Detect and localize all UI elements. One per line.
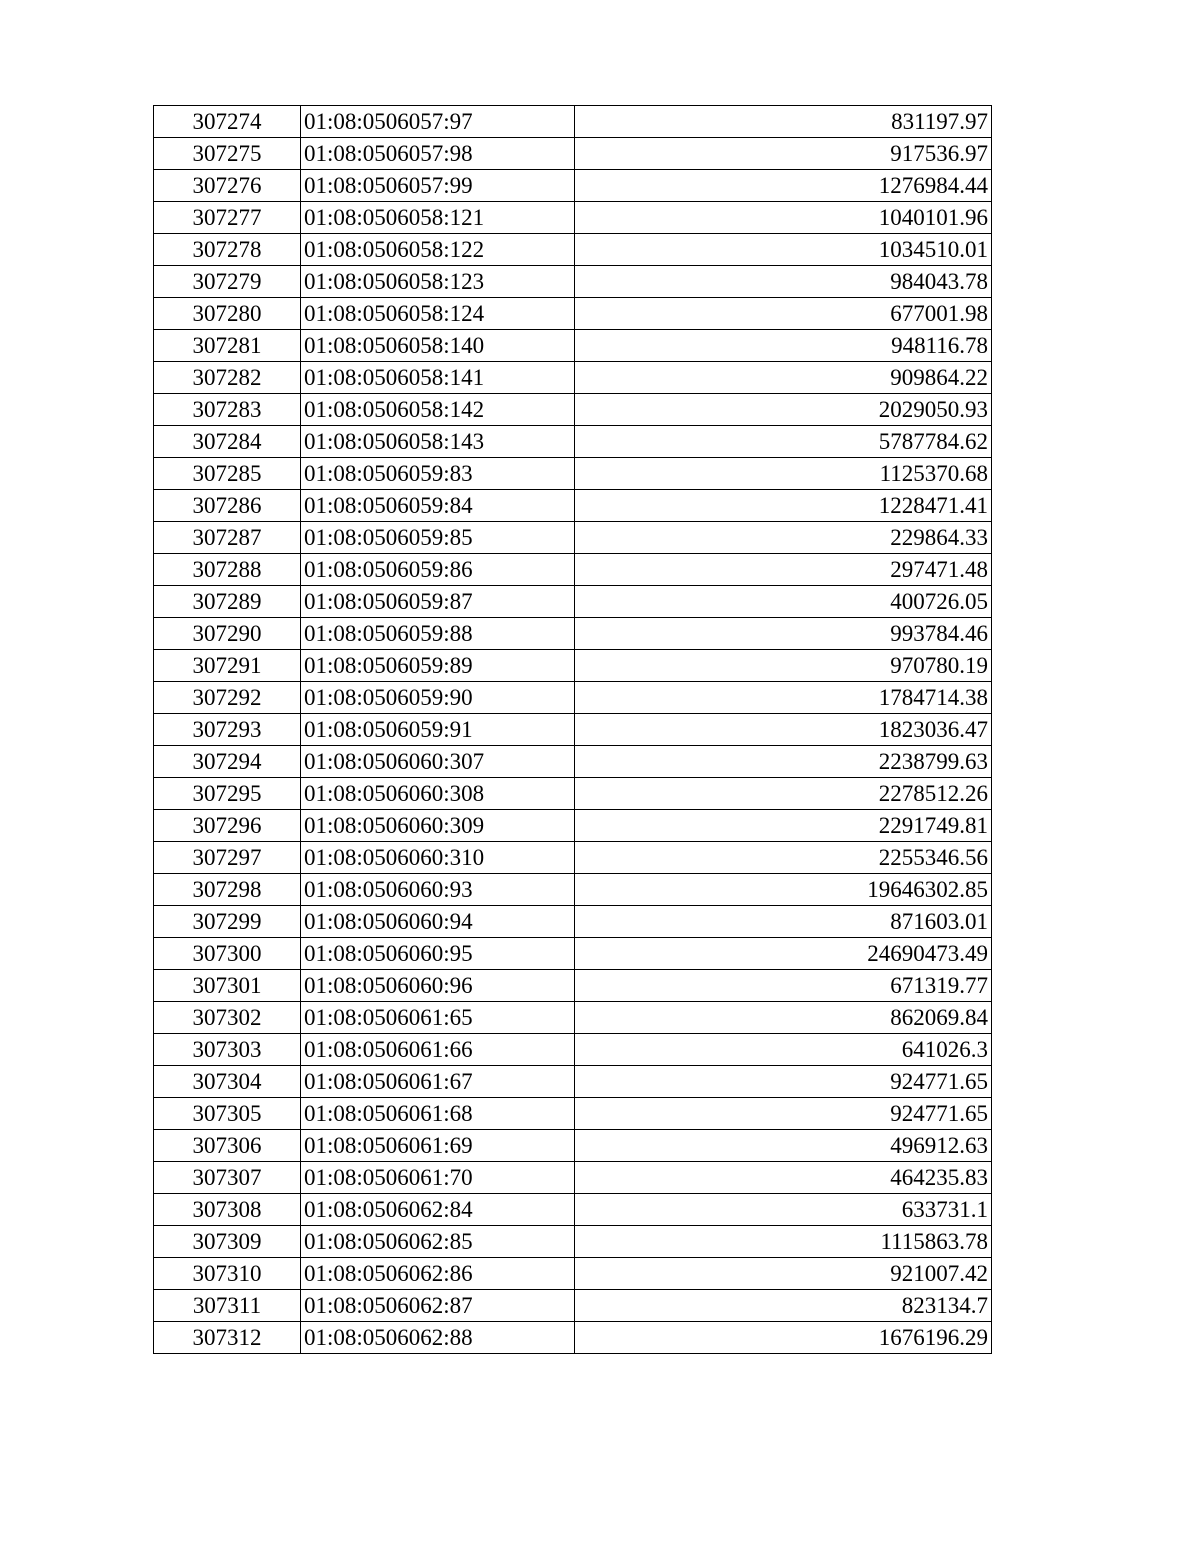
cadastral-number-cell: 01:08:0506058:141 [301, 362, 575, 394]
cadastral-number-cell: 01:08:0506058:122 [301, 234, 575, 266]
cadastral-number-cell: 01:08:0506060:307 [301, 746, 575, 778]
cadastral-number-cell: 01:08:0506057:98 [301, 138, 575, 170]
cadastral-number-cell: 01:08:0506058:143 [301, 426, 575, 458]
table-row [154, 970, 992, 1002]
table-row [154, 1034, 992, 1066]
table-row [154, 106, 992, 138]
cadastral-number-cell: 01:08:0506059:85 [301, 522, 575, 554]
row-number-cell: 307276 [154, 170, 301, 202]
value-cell: 1034510.01 [575, 234, 992, 266]
value-cell: 921007.42 [575, 1258, 992, 1290]
table-row [154, 618, 992, 650]
row-number-cell: 307295 [154, 778, 301, 810]
table-row [154, 426, 992, 458]
cadastral-number-cell: 01:08:0506058:123 [301, 266, 575, 298]
value-cell: 970780.19 [575, 650, 992, 682]
cadastral-number-cell: 01:08:0506059:90 [301, 682, 575, 714]
value-cell: 924771.65 [575, 1098, 992, 1130]
value-cell: 823134.7 [575, 1290, 992, 1322]
value-cell: 677001.98 [575, 298, 992, 330]
value-cell: 5787784.62 [575, 426, 992, 458]
cadastral-number-cell: 01:08:0506062:88 [301, 1322, 575, 1354]
table-row [154, 714, 992, 746]
cadastral-number-cell: 01:08:0506058:140 [301, 330, 575, 362]
table-row [154, 490, 992, 522]
table-row [154, 842, 992, 874]
table-row [154, 1258, 992, 1290]
cadastral-number-cell: 01:08:0506058:121 [301, 202, 575, 234]
row-number-cell: 307296 [154, 810, 301, 842]
row-number-cell: 307278 [154, 234, 301, 266]
row-number-cell: 307290 [154, 618, 301, 650]
table-row [154, 522, 992, 554]
row-number-cell: 307288 [154, 554, 301, 586]
table-row [154, 1194, 992, 1226]
row-number-cell: 307311 [154, 1290, 301, 1322]
value-cell: 1125370.68 [575, 458, 992, 490]
row-number-cell: 307307 [154, 1162, 301, 1194]
row-number-cell: 307282 [154, 362, 301, 394]
cadastral-number-cell: 01:08:0506060:309 [301, 810, 575, 842]
value-cell: 1676196.29 [575, 1322, 992, 1354]
value-cell: 1115863.78 [575, 1226, 992, 1258]
row-number-cell: 307310 [154, 1258, 301, 1290]
value-cell: 862069.84 [575, 1002, 992, 1034]
value-cell: 924771.65 [575, 1066, 992, 1098]
value-cell: 909864.22 [575, 362, 992, 394]
value-cell: 633731.1 [575, 1194, 992, 1226]
row-number-cell: 307300 [154, 938, 301, 970]
cadastral-number-cell: 01:08:0506060:93 [301, 874, 575, 906]
row-number-cell: 307289 [154, 586, 301, 618]
cadastral-number-cell: 01:08:0506060:310 [301, 842, 575, 874]
row-number-cell: 307305 [154, 1098, 301, 1130]
row-number-cell: 307298 [154, 874, 301, 906]
table-row [154, 1162, 992, 1194]
cadastral-number-cell: 01:08:0506059:84 [301, 490, 575, 522]
row-number-cell: 307274 [154, 106, 301, 138]
value-cell: 464235.83 [575, 1162, 992, 1194]
row-number-cell: 307285 [154, 458, 301, 490]
row-number-cell: 307294 [154, 746, 301, 778]
table-row [154, 1130, 992, 1162]
value-cell: 917536.97 [575, 138, 992, 170]
table-row [154, 458, 992, 490]
value-cell: 400726.05 [575, 586, 992, 618]
value-cell: 1276984.44 [575, 170, 992, 202]
table-row [154, 170, 992, 202]
table-row [154, 938, 992, 970]
cadastral-number-cell: 01:08:0506059:91 [301, 714, 575, 746]
cadastral-number-cell: 01:08:0506062:84 [301, 1194, 575, 1226]
cadastral-number-cell: 01:08:0506057:99 [301, 170, 575, 202]
cadastral-number-cell: 01:08:0506060:94 [301, 906, 575, 938]
row-number-cell: 307308 [154, 1194, 301, 1226]
value-cell: 496912.63 [575, 1130, 992, 1162]
row-number-cell: 307292 [154, 682, 301, 714]
cadastral-number-cell: 01:08:0506062:85 [301, 1226, 575, 1258]
row-number-cell: 307306 [154, 1130, 301, 1162]
value-cell: 831197.97 [575, 106, 992, 138]
row-number-cell: 307275 [154, 138, 301, 170]
cadastral-number-cell: 01:08:0506059:88 [301, 618, 575, 650]
table-row [154, 1002, 992, 1034]
table-row [154, 1226, 992, 1258]
table-row [154, 682, 992, 714]
table-row [154, 266, 992, 298]
row-number-cell: 307297 [154, 842, 301, 874]
table-row [154, 298, 992, 330]
cadastral-number-cell: 01:08:0506058:124 [301, 298, 575, 330]
table-row [154, 586, 992, 618]
value-cell: 871603.01 [575, 906, 992, 938]
value-cell: 984043.78 [575, 266, 992, 298]
cadastral-number-cell: 01:08:0506061:70 [301, 1162, 575, 1194]
table-row [154, 394, 992, 426]
value-cell: 2238799.63 [575, 746, 992, 778]
cadastral-number-cell: 01:08:0506062:86 [301, 1258, 575, 1290]
row-number-cell: 307281 [154, 330, 301, 362]
cadastral-number-cell: 01:08:0506060:96 [301, 970, 575, 1002]
cadastral-number-cell: 01:08:0506059:89 [301, 650, 575, 682]
cadastral-number-cell: 01:08:0506057:97 [301, 106, 575, 138]
table-row [154, 906, 992, 938]
cadastral-number-cell: 01:08:0506060:308 [301, 778, 575, 810]
row-number-cell: 307291 [154, 650, 301, 682]
cadastral-number-cell: 01:08:0506061:68 [301, 1098, 575, 1130]
cadastral-number-cell: 01:08:0506061:66 [301, 1034, 575, 1066]
cadastral-number-cell: 01:08:0506059:86 [301, 554, 575, 586]
row-number-cell: 307312 [154, 1322, 301, 1354]
table-row [154, 234, 992, 266]
cadastral-number-cell: 01:08:0506060:95 [301, 938, 575, 970]
cadastral-number-cell: 01:08:0506061:67 [301, 1066, 575, 1098]
cadastral-number-cell: 01:08:0506058:142 [301, 394, 575, 426]
table-row [154, 650, 992, 682]
row-number-cell: 307287 [154, 522, 301, 554]
table-row [154, 1098, 992, 1130]
cadastral-number-cell: 01:08:0506059:87 [301, 586, 575, 618]
value-cell: 24690473.49 [575, 938, 992, 970]
row-number-cell: 307302 [154, 1002, 301, 1034]
value-cell: 2278512.26 [575, 778, 992, 810]
row-number-cell: 307299 [154, 906, 301, 938]
value-cell: 948116.78 [575, 330, 992, 362]
table-row [154, 778, 992, 810]
value-cell: 2029050.93 [575, 394, 992, 426]
table-row [154, 1066, 992, 1098]
cadastral-number-cell: 01:08:0506062:87 [301, 1290, 575, 1322]
value-cell: 2255346.56 [575, 842, 992, 874]
value-cell: 1823036.47 [575, 714, 992, 746]
row-number-cell: 307284 [154, 426, 301, 458]
row-number-cell: 307280 [154, 298, 301, 330]
cadastral-number-cell: 01:08:0506061:69 [301, 1130, 575, 1162]
row-number-cell: 307293 [154, 714, 301, 746]
value-cell: 1784714.38 [575, 682, 992, 714]
value-cell: 2291749.81 [575, 810, 992, 842]
value-cell: 19646302.85 [575, 874, 992, 906]
value-cell: 297471.48 [575, 554, 992, 586]
value-cell: 1228471.41 [575, 490, 992, 522]
row-number-cell: 307301 [154, 970, 301, 1002]
table-row [154, 330, 992, 362]
cadastral-number-cell: 01:08:0506061:65 [301, 1002, 575, 1034]
row-number-cell: 307304 [154, 1066, 301, 1098]
table-row [154, 874, 992, 906]
row-number-cell: 307279 [154, 266, 301, 298]
value-cell: 641026.3 [575, 1034, 992, 1066]
table-row [154, 138, 992, 170]
row-number-cell: 307277 [154, 202, 301, 234]
table-row [154, 202, 992, 234]
row-number-cell: 307286 [154, 490, 301, 522]
value-cell: 993784.46 [575, 618, 992, 650]
table-row [154, 810, 992, 842]
table-row [154, 746, 992, 778]
cadastral-number-cell: 01:08:0506059:83 [301, 458, 575, 490]
table-body [154, 106, 992, 1354]
row-number-cell: 307283 [154, 394, 301, 426]
table-row [154, 1290, 992, 1322]
data-table [153, 105, 992, 1354]
value-cell: 1040101.96 [575, 202, 992, 234]
value-cell: 229864.33 [575, 522, 992, 554]
row-number-cell: 307309 [154, 1226, 301, 1258]
table-row [154, 1322, 992, 1354]
table-row [154, 362, 992, 394]
row-number-cell: 307303 [154, 1034, 301, 1066]
value-cell: 671319.77 [575, 970, 992, 1002]
table-row [154, 554, 992, 586]
